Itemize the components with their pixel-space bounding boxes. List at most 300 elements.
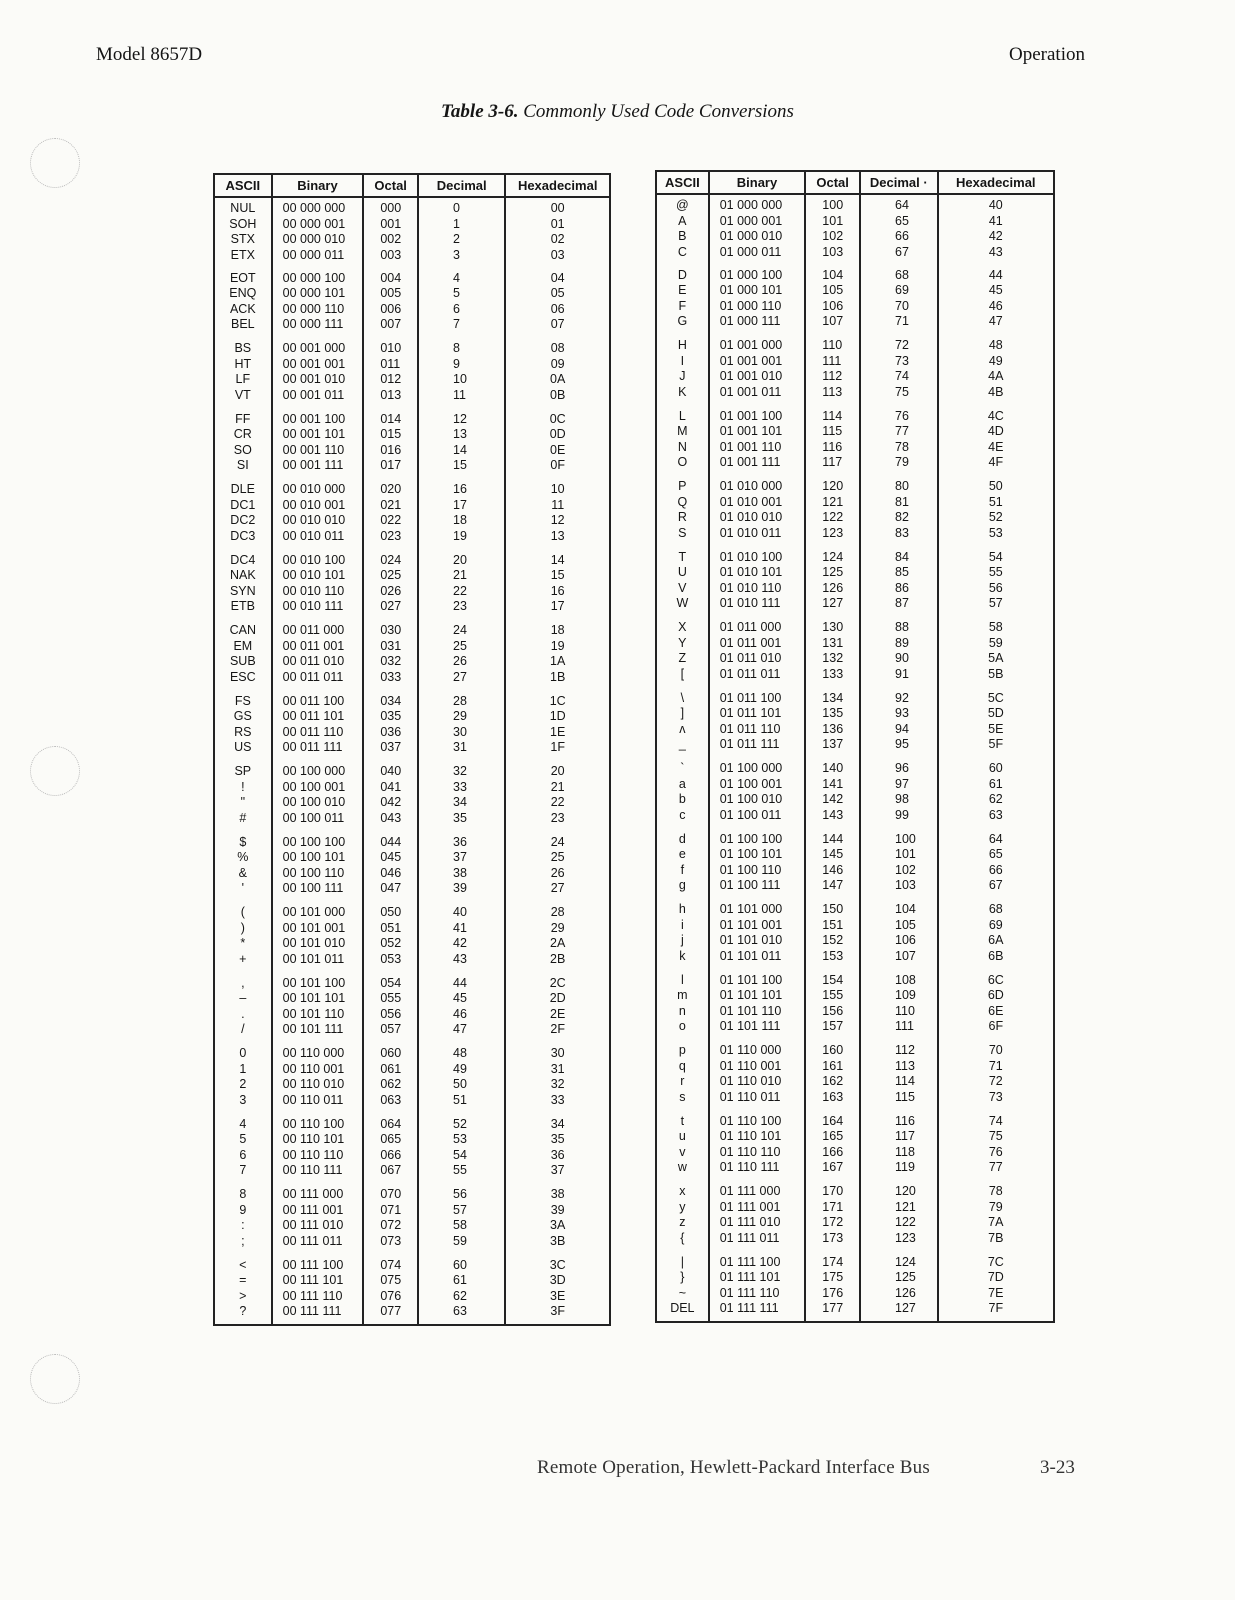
value-decimal: 94: [895, 721, 909, 736]
value-hexadecimal: 24: [550, 834, 565, 849]
value-ascii: L: [678, 408, 686, 423]
value-binary: 01 111 010: [719, 1215, 781, 1230]
value-binary: 01 000 010: [719, 229, 783, 244]
value-ascii: W: [676, 596, 689, 611]
table-row-group: [214, 409, 610, 480]
cell-binary: [272, 479, 364, 550]
cell-octal: [805, 970, 860, 1041]
col-header-octal: Octal: [363, 174, 418, 197]
value-decimal: 30: [453, 724, 467, 739]
value-decimal: 6: [453, 301, 460, 316]
value-hexadecimal: 19: [550, 638, 565, 653]
value-octal: 051: [380, 920, 402, 935]
value-octal: 146: [822, 862, 844, 877]
value-binary: 00 001 000: [282, 341, 346, 355]
value-ascii: a: [678, 776, 686, 791]
value-decimal: 38: [453, 865, 467, 880]
value-binary: 00 101 001: [282, 920, 346, 935]
value-octal: 025: [380, 568, 402, 583]
value-ascii: EM: [233, 638, 253, 653]
value-ascii: (: [240, 905, 245, 919]
value-ascii: 6: [239, 1147, 247, 1162]
value-hexadecimal: 57: [988, 596, 1003, 611]
value-octal: 166: [822, 1144, 844, 1159]
value-octal: 133: [822, 666, 844, 681]
cell-binary: [709, 899, 806, 970]
value-ascii: VT: [234, 387, 251, 402]
value-hexadecimal: 5F: [988, 737, 1004, 752]
value-hexadecimal: 3C: [549, 1257, 566, 1272]
cell-ascii: [656, 1181, 709, 1252]
cell-hexadecimal: [938, 970, 1054, 1041]
cell-ascii: [656, 406, 709, 477]
value-binary: 00 101 110: [282, 1006, 345, 1021]
value-binary: 00 011 010: [282, 654, 345, 669]
value-octal: 033: [380, 669, 402, 684]
value-ascii: SYN: [229, 583, 256, 598]
value-octal: 077: [380, 1304, 402, 1319]
value-ascii: b: [678, 792, 686, 807]
value-binary: 00 101 100: [282, 975, 346, 990]
cell-decimal: [860, 899, 938, 970]
value-hexadecimal: 44: [988, 267, 1003, 282]
value-decimal: 42: [453, 936, 467, 951]
value-decimal: 49: [453, 1061, 467, 1076]
value-decimal: 54: [453, 1147, 467, 1162]
value-hexadecimal: 6E: [988, 1003, 1004, 1018]
value-binary: 00 001 100: [282, 411, 346, 426]
value-binary: 00 001 110: [282, 442, 345, 457]
value-octal: 044: [380, 834, 402, 849]
value-ascii: {: [680, 1230, 685, 1245]
value-binary: 01 011 000: [719, 620, 782, 634]
col-header-hexadecimal: Hexadecimal: [938, 171, 1054, 194]
table-row-group: [656, 688, 1054, 759]
value-octal: 064: [380, 1116, 402, 1131]
value-binary: 00 011 100: [282, 693, 345, 708]
page-number: 3-23: [1040, 1457, 1075, 1478]
table-row-group: [214, 1184, 610, 1255]
cell-binary: [709, 1111, 806, 1182]
value-octal: 004: [380, 270, 402, 285]
cell-binary: [709, 1181, 806, 1252]
value-ascii: c: [679, 807, 686, 822]
value-hexadecimal: 7C: [987, 1254, 1004, 1269]
value-hexadecimal: 48: [988, 338, 1003, 352]
value-ascii: DC2: [230, 513, 256, 528]
value-octal: 040: [380, 764, 402, 778]
value-ascii: y: [679, 1199, 686, 1214]
value-decimal: 106: [895, 933, 916, 948]
table-row-group: [656, 1252, 1054, 1323]
value-hexadecimal: 25: [550, 850, 565, 865]
cell-binary: [709, 688, 806, 759]
cell-ascii: [214, 1184, 272, 1255]
value-ascii: <: [239, 1257, 247, 1272]
value-octal: 112: [822, 369, 843, 384]
value-ascii: t: [680, 1113, 685, 1128]
value-decimal: 86: [895, 580, 909, 595]
table-row-group: [656, 547, 1054, 618]
table-row-group: [656, 899, 1054, 970]
value-binary: 00 000 010: [282, 232, 346, 247]
value-octal: 143: [822, 807, 844, 822]
value-octal: 000: [380, 201, 402, 215]
value-ascii: d: [678, 831, 686, 846]
table-row-group: [656, 1111, 1054, 1182]
value-octal: 052: [380, 936, 402, 951]
cell-decimal: [860, 194, 938, 265]
value-ascii: o: [678, 1019, 686, 1034]
value-octal: 013: [380, 387, 402, 402]
table-row-group: [214, 268, 610, 339]
value-ascii: N: [677, 439, 687, 454]
value-hexadecimal: 5A: [988, 651, 1004, 666]
value-decimal: 34: [453, 795, 467, 810]
value-binary: 00 000 001: [282, 216, 346, 231]
value-decimal: 32: [453, 764, 467, 778]
value-octal: 124: [822, 549, 844, 564]
cell-hexadecimal: [938, 899, 1054, 970]
table-row-group: [214, 620, 610, 691]
cell-binary: [709, 194, 806, 265]
cell-decimal: [860, 970, 938, 1041]
value-binary: 01 001 000: [719, 338, 783, 352]
value-decimal: 87: [895, 596, 909, 611]
value-decimal: 119: [895, 1160, 915, 1175]
value-binary: 01 110 001: [719, 1058, 782, 1073]
value-hexadecimal: 5D: [987, 706, 1004, 721]
cell-decimal: [418, 1184, 505, 1255]
value-binary: 01 101 000: [719, 902, 783, 916]
value-binary: 01 111 101: [719, 1270, 781, 1285]
cell-ascii: [214, 691, 272, 762]
value-decimal: 68: [895, 267, 909, 282]
cell-decimal: [860, 547, 938, 618]
value-octal: 014: [380, 411, 402, 426]
value-ascii: FS: [234, 693, 251, 708]
value-hexadecimal: 03: [550, 247, 565, 262]
value-octal: 063: [380, 1092, 402, 1107]
value-hexadecimal: 1A: [550, 654, 566, 669]
value-binary: 00 010 110: [282, 583, 345, 598]
value-hexadecimal: 00: [550, 201, 565, 215]
value-ascii: D: [677, 267, 687, 282]
value-hexadecimal: 2F: [550, 1022, 565, 1037]
value-ascii: |: [680, 1254, 684, 1269]
value-octal: 122: [822, 510, 844, 525]
value-binary: 00 001 001: [282, 356, 346, 371]
value-ascii: i: [680, 917, 684, 932]
value-hexadecimal: 06: [550, 301, 565, 316]
cell-ascii: [214, 1255, 272, 1326]
cell-binary: [272, 550, 364, 621]
cell-decimal: [418, 268, 505, 339]
value-octal: 067: [380, 1163, 402, 1178]
cell-hexadecimal: [938, 1040, 1054, 1111]
value-ascii: .: [241, 1006, 245, 1021]
value-octal: 140: [822, 761, 844, 775]
value-octal: 010: [380, 341, 402, 355]
value-hexadecimal: 1B: [550, 669, 566, 684]
value-hexadecimal: 47: [988, 314, 1003, 329]
cell-decimal: [418, 479, 505, 550]
value-decimal: 24: [453, 623, 467, 637]
value-binary: 00 111 000: [282, 1187, 344, 1201]
cell-binary: [272, 1184, 364, 1255]
value-ascii: BEL: [230, 317, 255, 332]
value-ascii: [: [680, 666, 685, 681]
value-binary: 00 001 011: [282, 387, 345, 402]
value-hexadecimal: 7D: [987, 1270, 1004, 1285]
value-ascii: m: [677, 988, 688, 1003]
value-octal: 042: [380, 795, 402, 810]
value-octal: 056: [380, 1006, 402, 1021]
value-ascii: 2: [239, 1077, 247, 1092]
value-octal: 150: [822, 902, 844, 916]
value-ascii: q: [678, 1058, 686, 1073]
value-octal: 002: [380, 232, 402, 247]
value-ascii: RS: [234, 724, 252, 739]
value-octal: 107: [822, 314, 844, 329]
value-decimal: 113: [895, 1058, 915, 1073]
value-binary: 01 100 110: [719, 862, 782, 877]
value-binary: 01 011 010: [719, 651, 782, 666]
value-hexadecimal: 7E: [988, 1285, 1004, 1300]
value-decimal: 50: [453, 1077, 467, 1092]
cell-octal: [805, 476, 860, 547]
value-ascii: K: [678, 384, 687, 399]
value-decimal: 5: [453, 286, 460, 301]
value-binary: 00 101 010: [282, 936, 346, 951]
value-hexadecimal: 08: [550, 341, 565, 355]
value-binary: 00 001 101: [282, 427, 346, 442]
value-octal: 155: [822, 988, 844, 1003]
value-hexadecimal: 37: [550, 1163, 565, 1178]
cell-ascii: [656, 758, 709, 829]
cell-ascii: [214, 1043, 272, 1114]
value-hexadecimal: 60: [988, 761, 1003, 775]
value-ascii: h: [678, 902, 686, 916]
cell-octal: [805, 899, 860, 970]
cell-octal: [363, 338, 418, 409]
value-octal: 035: [380, 709, 402, 724]
value-ascii: 9: [239, 1202, 247, 1217]
cell-ascii: [214, 479, 272, 550]
value-binary: 00 010 101: [282, 568, 346, 583]
cell-ascii: [656, 970, 709, 1041]
cell-decimal: [418, 620, 505, 691]
value-binary: 00 110 110: [282, 1147, 344, 1162]
value-hexadecimal: 3D: [549, 1273, 566, 1288]
binder-hole-bottom: [30, 1354, 80, 1404]
value-octal: 065: [380, 1132, 402, 1147]
cell-hexadecimal: [938, 1252, 1054, 1323]
value-ascii: DC4: [230, 552, 256, 567]
value-decimal: 48: [453, 1046, 467, 1060]
value-binary: 00 110 000: [282, 1046, 345, 1060]
value-ascii: STX: [230, 232, 255, 247]
cell-ascii: [214, 620, 272, 691]
value-octal: 020: [380, 482, 402, 496]
value-octal: 117: [822, 455, 843, 470]
value-hexadecimal: 2D: [549, 991, 566, 1006]
value-octal: 160: [822, 1043, 844, 1057]
value-ascii: p: [678, 1043, 686, 1057]
value-ascii: X: [678, 620, 687, 634]
value-octal: 005: [380, 286, 402, 301]
cell-octal: [363, 1255, 418, 1326]
value-binary: 00 111 010: [282, 1218, 344, 1233]
cell-decimal: [418, 832, 505, 903]
cell-binary: [709, 617, 806, 688]
table-header-row: [656, 171, 1054, 194]
cell-binary: [709, 970, 806, 1041]
value-octal: 021: [380, 497, 402, 512]
value-octal: 073: [380, 1233, 402, 1248]
value-decimal: 7: [453, 317, 460, 332]
table-row-group: [214, 197, 610, 268]
cell-ascii: [214, 409, 272, 480]
value-ascii: –: [239, 991, 247, 1006]
value-octal: 130: [822, 620, 844, 634]
value-ascii: &: [238, 865, 247, 880]
value-ascii: NAK: [229, 568, 256, 583]
value-decimal: 116: [895, 1113, 915, 1128]
value-ascii: LF: [235, 372, 251, 387]
table-row-group: [656, 476, 1054, 547]
value-ascii: #: [239, 810, 247, 825]
cell-octal: [363, 973, 418, 1044]
value-ascii: ~: [678, 1285, 686, 1300]
value-ascii: 8: [239, 1187, 247, 1201]
cell-ascii: [214, 197, 272, 268]
value-hexadecimal: 01: [550, 216, 565, 231]
value-ascii: 1: [239, 1061, 247, 1076]
value-binary: 01 110 010: [719, 1074, 782, 1089]
value-octal: 050: [380, 905, 402, 919]
value-ascii: ;: [241, 1233, 245, 1248]
value-hexadecimal: 34: [550, 1116, 565, 1131]
binder-hole-middle: [30, 746, 80, 796]
value-ascii: n: [678, 1003, 686, 1018]
value-hexadecimal: 4C: [987, 408, 1004, 423]
cell-hexadecimal: [505, 409, 610, 480]
cell-hexadecimal: [505, 902, 610, 973]
cell-decimal: [860, 617, 938, 688]
value-ascii: O: [677, 455, 688, 470]
value-hexadecimal: 36: [550, 1147, 565, 1162]
value-binary: 01 010 011: [719, 525, 782, 540]
value-hexadecimal: 66: [988, 862, 1003, 877]
value-octal: 131: [822, 635, 844, 650]
value-binary: 00 000 100: [282, 270, 346, 285]
cell-octal: [805, 688, 860, 759]
value-hexadecimal: 32: [550, 1077, 565, 1092]
cell-hexadecimal: [505, 973, 610, 1044]
value-binary: 01 001 111: [719, 455, 781, 470]
value-ascii: >: [239, 1288, 247, 1303]
value-ascii: l: [680, 972, 684, 987]
value-octal: 125: [822, 565, 844, 580]
cell-binary: [272, 832, 364, 903]
value-hexadecimal: 74: [988, 1113, 1003, 1128]
value-octal: 153: [822, 948, 844, 963]
value-ascii: !: [241, 779, 245, 794]
value-decimal: 8: [453, 341, 460, 355]
value-hexadecimal: 6C: [987, 972, 1004, 987]
value-octal: 156: [822, 1003, 844, 1018]
value-ascii: R: [677, 510, 687, 525]
value-ascii: 7: [239, 1163, 247, 1178]
value-hexadecimal: 56: [988, 580, 1003, 595]
value-hexadecimal: 33: [550, 1092, 565, 1107]
value-ascii: FF: [235, 411, 251, 426]
value-decimal: 73: [895, 353, 909, 368]
value-ascii: A: [678, 213, 687, 228]
value-decimal: 52: [453, 1116, 467, 1131]
value-octal: 072: [380, 1218, 402, 1233]
value-ascii: *: [240, 936, 246, 951]
cell-ascii: [656, 1111, 709, 1182]
value-binary: 01 010 110: [719, 580, 782, 595]
value-decimal: 41: [453, 920, 467, 935]
cell-octal: [805, 265, 860, 336]
value-hexadecimal: 5E: [988, 721, 1004, 736]
value-ascii: NUL: [230, 201, 256, 215]
value-ascii: }: [680, 1270, 685, 1285]
value-octal: 036: [380, 724, 402, 739]
value-octal: 062: [380, 1077, 402, 1092]
value-decimal: 75: [895, 384, 909, 399]
cell-decimal: [418, 197, 505, 268]
value-decimal: 67: [895, 244, 909, 259]
cell-hexadecimal: [938, 476, 1054, 547]
footer-title: Remote Operation, Hewlett-Packard Interface Bus: [537, 1457, 930, 1478]
value-hexadecimal: 30: [550, 1046, 565, 1060]
cell-ascii: [656, 688, 709, 759]
value-ascii: ]: [680, 706, 685, 721]
value-decimal: 96: [895, 761, 909, 775]
cell-decimal: [860, 476, 938, 547]
value-binary: 00 100 100: [282, 834, 346, 849]
value-decimal: 62: [453, 1288, 467, 1303]
value-decimal: 26: [453, 654, 467, 669]
value-hexadecimal: 4F: [988, 455, 1004, 470]
value-ascii: HT: [234, 356, 252, 371]
value-octal: 104: [822, 267, 844, 282]
value-hexadecimal: 5C: [987, 690, 1004, 705]
value-binary: 01 101 101: [719, 988, 783, 1003]
col-header-decimal: Decimal ·: [860, 171, 938, 194]
value-binary: 01 010 000: [719, 479, 783, 493]
value-decimal: 117: [895, 1129, 915, 1144]
value-binary: 00 111 011: [282, 1233, 343, 1248]
value-hexadecimal: 04: [550, 270, 565, 285]
value-octal: 015: [380, 427, 402, 442]
value-hexadecimal: 1C: [549, 693, 566, 708]
value-decimal: 18: [453, 513, 467, 528]
value-octal: 144: [822, 831, 844, 846]
value-decimal: 83: [895, 525, 909, 540]
value-ascii: u: [678, 1129, 686, 1144]
value-decimal: 3: [453, 247, 460, 262]
value-binary: 01 001 011: [719, 384, 782, 399]
value-octal: 023: [380, 528, 402, 543]
value-binary: 01 110 100: [719, 1113, 782, 1128]
value-hexadecimal: 72: [988, 1074, 1003, 1089]
value-binary: 00 111 101: [282, 1273, 344, 1288]
